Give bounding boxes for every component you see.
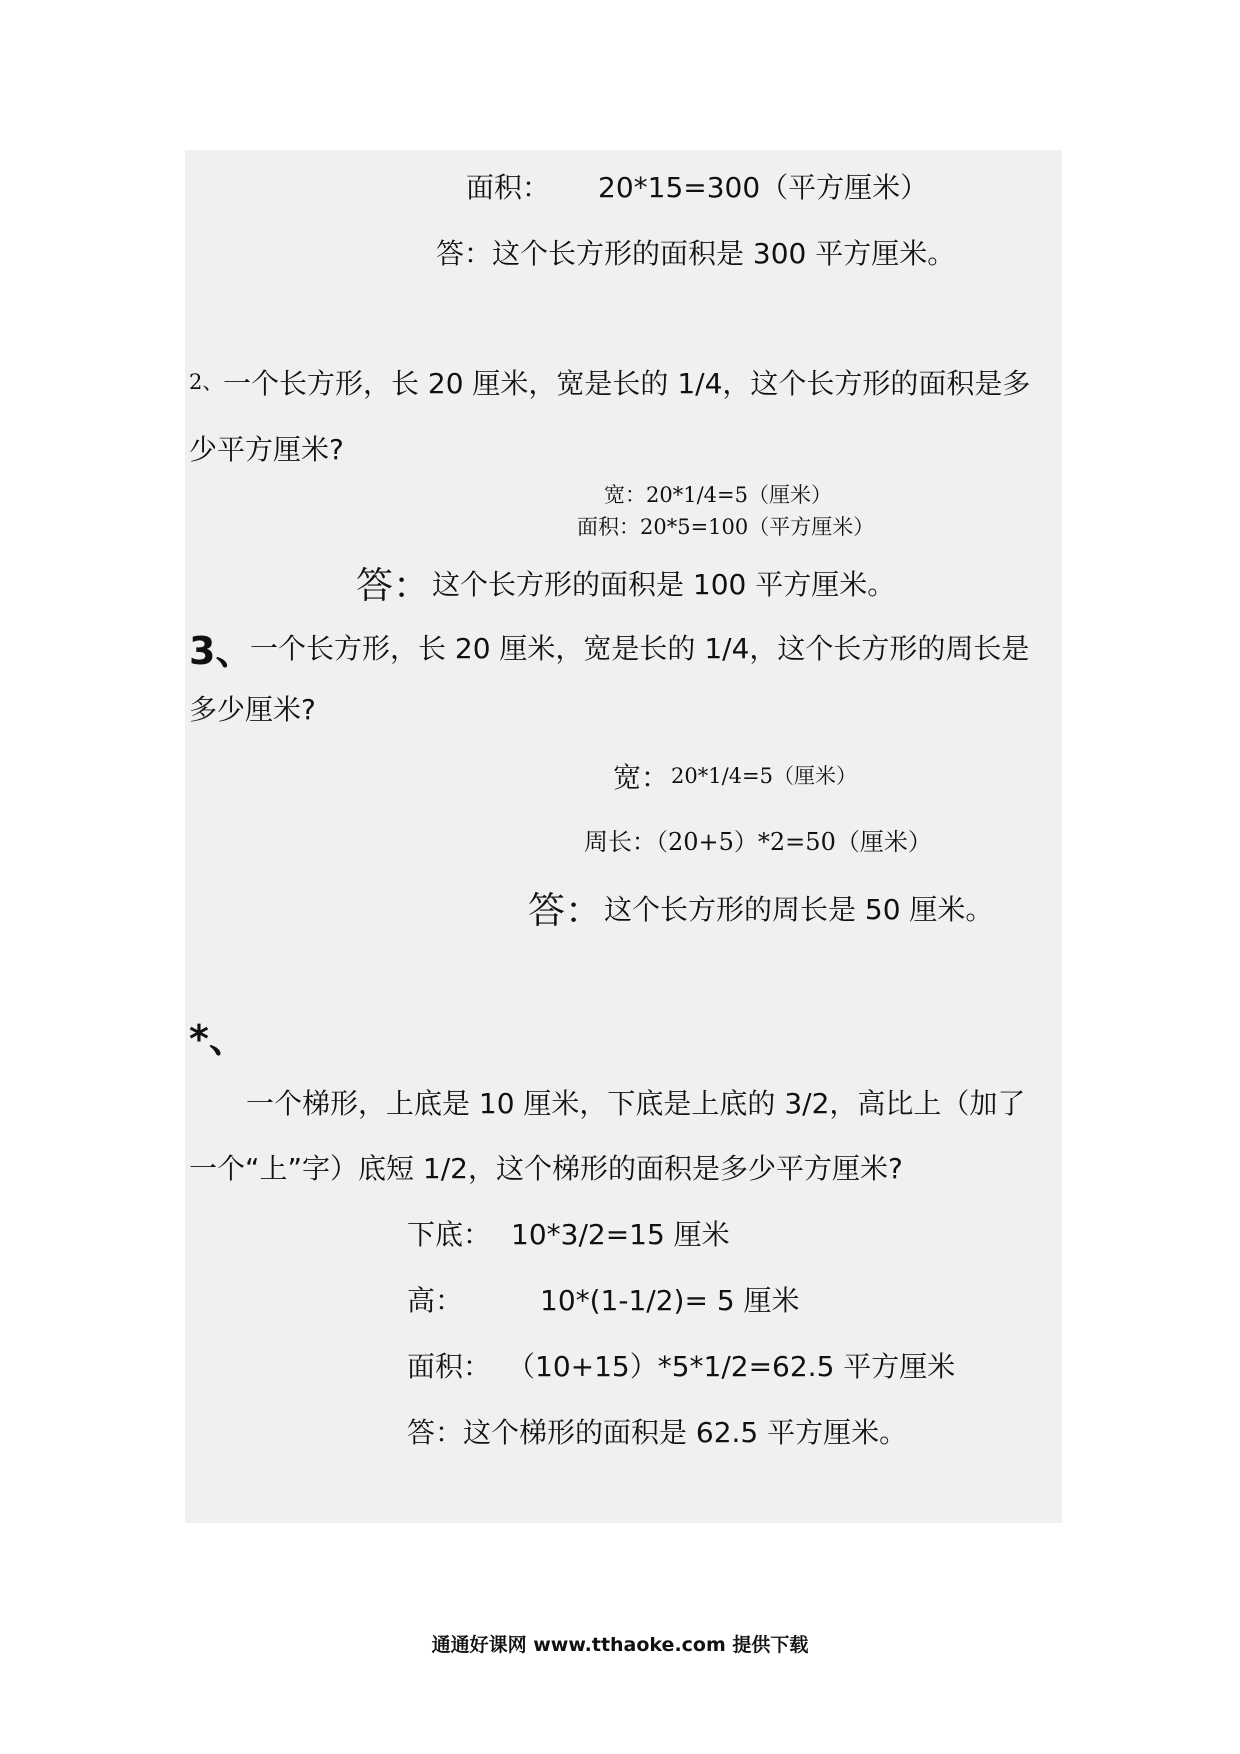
q2-text-line1: 一个长方形，长 20 厘米，宽是长的 1/4，这个长方形的面积是多 (223, 367, 1031, 400)
q4-text-line1: 一个梯形，上底是 10 厘米，下底是上底的 3/2，高比上（加了 (246, 1087, 1026, 1120)
q3-text-line2: 多少厘米? (189, 693, 316, 726)
q4-area-label: 面积： (407, 1350, 492, 1383)
prev-area-calc: 20*15=300（平方厘米） (598, 171, 929, 204)
q4-number: *、 (189, 1017, 247, 1061)
q4-bottom-calc: 10*3/2=15 厘米 (511, 1218, 730, 1251)
q3-text-line1: 一个长方形，长 20 厘米，宽是长的 1/4，这个长方形的周长是 (250, 632, 1030, 665)
q3-number: 3、 (189, 629, 254, 673)
q4-text-line2: 一个“上”字）底短 1/2，这个梯形的面积是多少平方厘米? (189, 1152, 903, 1185)
q2-answer-label: 答： (356, 564, 430, 607)
prev-area-label: 面积： (466, 171, 551, 204)
q3-answer-label: 答： (528, 889, 602, 932)
q2-number: 2、 (189, 370, 224, 394)
q2-text-line2: 少平方厘米? (189, 433, 344, 466)
q4-bottom-label: 下底： (407, 1218, 492, 1251)
q2-step-area: 面积：20*5=100（平方厘米） (577, 515, 875, 539)
q2-step-width: 宽：20*1/4=5（厘米） (604, 483, 832, 507)
q4-height-label: 高： (407, 1284, 464, 1317)
footer-credit: 通通好课网 www.tthaoke.com 提供下载 (431, 1634, 809, 1656)
q3-step-width-calc: 20*1/4=5（厘米） (671, 764, 857, 788)
q3-step-perimeter: 周长：（20+5）*2=50（厘米） (584, 828, 932, 856)
q3-answer-text: 这个长方形的周长是 50 厘米。 (604, 893, 994, 926)
q2-answer-text: 这个长方形的面积是 100 平方厘米。 (432, 568, 896, 601)
q4-height-calc: 10*(1-1/2)= 5 厘米 (540, 1284, 800, 1317)
q3-step-width-label: 宽： (613, 761, 670, 794)
q4-area-calc: （10+15）*5*1/2=62.5 平方厘米 (507, 1350, 956, 1383)
prev-answer: 答：这个长方形的面积是 300 平方厘米。 (436, 237, 956, 270)
q4-answer: 答：这个梯形的面积是 62.5 平方厘米。 (407, 1416, 908, 1449)
